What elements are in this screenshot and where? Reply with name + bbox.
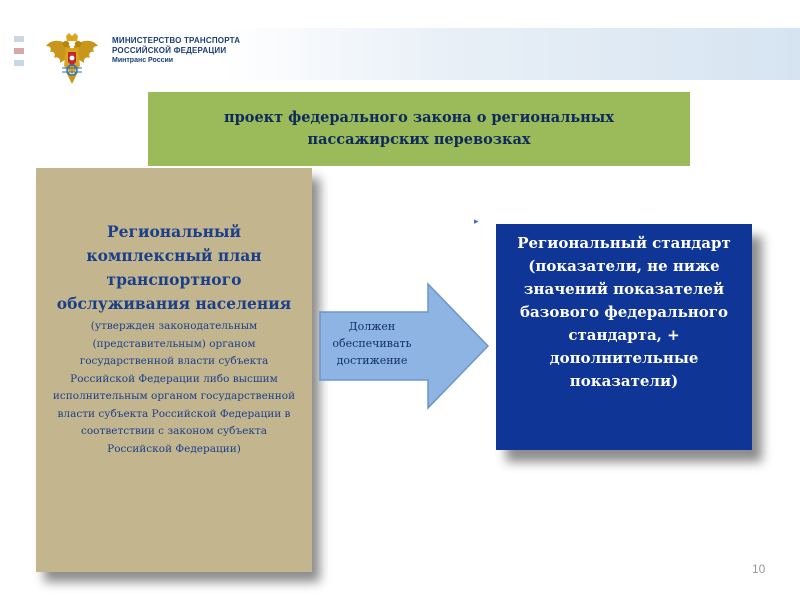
arrow-label: Должен обеспечивать достижение xyxy=(332,320,412,367)
header-stripe xyxy=(14,36,24,42)
regional-standard-box xyxy=(496,224,752,450)
ministry-line-2: РОССИЙСКОЙ ФЕДЕРАЦИИ xyxy=(112,46,227,55)
russian-coat-of-arms-icon xyxy=(42,32,102,86)
ministry-name xyxy=(112,36,240,66)
slide-title: проект федерального закона о региональных пассажирских перевозках xyxy=(224,109,614,148)
plan-title: Региональный комплексный план транспортного обслуживания населения xyxy=(56,222,292,313)
header-stripe xyxy=(14,60,24,66)
marker-icon: ▸ xyxy=(474,217,479,227)
title-box xyxy=(148,92,690,166)
regional-plan-box xyxy=(36,168,312,572)
plan-description: (утвержден законодательным (представительным) органом государственной власти субъекта Российской Федерации либо высшим исполнительным органом государственной власти субъекта Российской Федерации в соответствии с законом субъекта Российской Федерации) xyxy=(52,320,296,455)
standard-text: Региональный стандарт (показатели, не ниже значений показателей базового федерального стандарта, + дополнительные показатели) xyxy=(517,234,731,390)
ministry-short-name: Минтранс России xyxy=(112,57,174,64)
ministry-line-1: МИНИСТЕРСТВО ТРАНСПОРТА xyxy=(112,36,241,45)
page-number: 10 xyxy=(752,562,766,576)
header-stripe xyxy=(14,48,24,54)
